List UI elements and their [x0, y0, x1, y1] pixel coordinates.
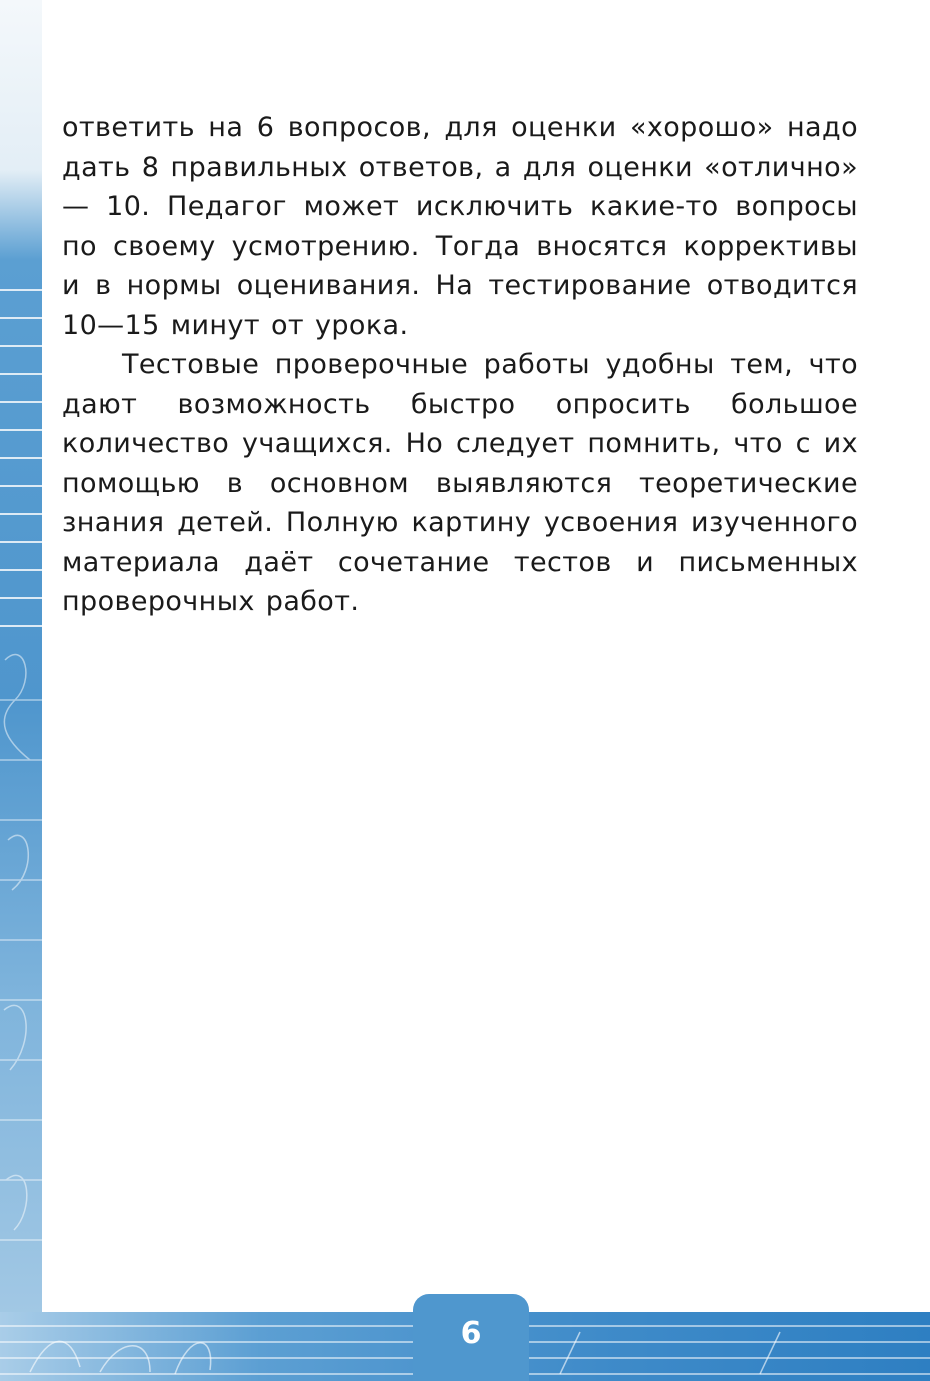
- page-number: 6: [460, 1316, 482, 1351]
- ruled-lines-decoration: [0, 0, 42, 1381]
- paragraph-continuation: ответить на 6 вопросов, для оценки «хорошо» надо дать 8 правильных ответов, а для оценки «отлично» — 10. Педагог может исключить какие-то вопросы по своему усмотрению. Тогда вносятся коррективы и в нормы оценивания. На тестирование отводится 10—15 минут от урока.: [62, 112, 858, 341]
- left-decorative-band: [0, 0, 42, 1381]
- body-text: [62, 108, 858, 622]
- paragraph-tests: Тестовые проверочные работы удобны тем, что дают возможность быстро опросить большое количество учащихся. Но следует помнить, что с их помощью в основном выявляются теоретические знания детей. Полную картину усвоения изученного материала даёт сочетание тестов и письменных проверочных работ.: [62, 349, 858, 617]
